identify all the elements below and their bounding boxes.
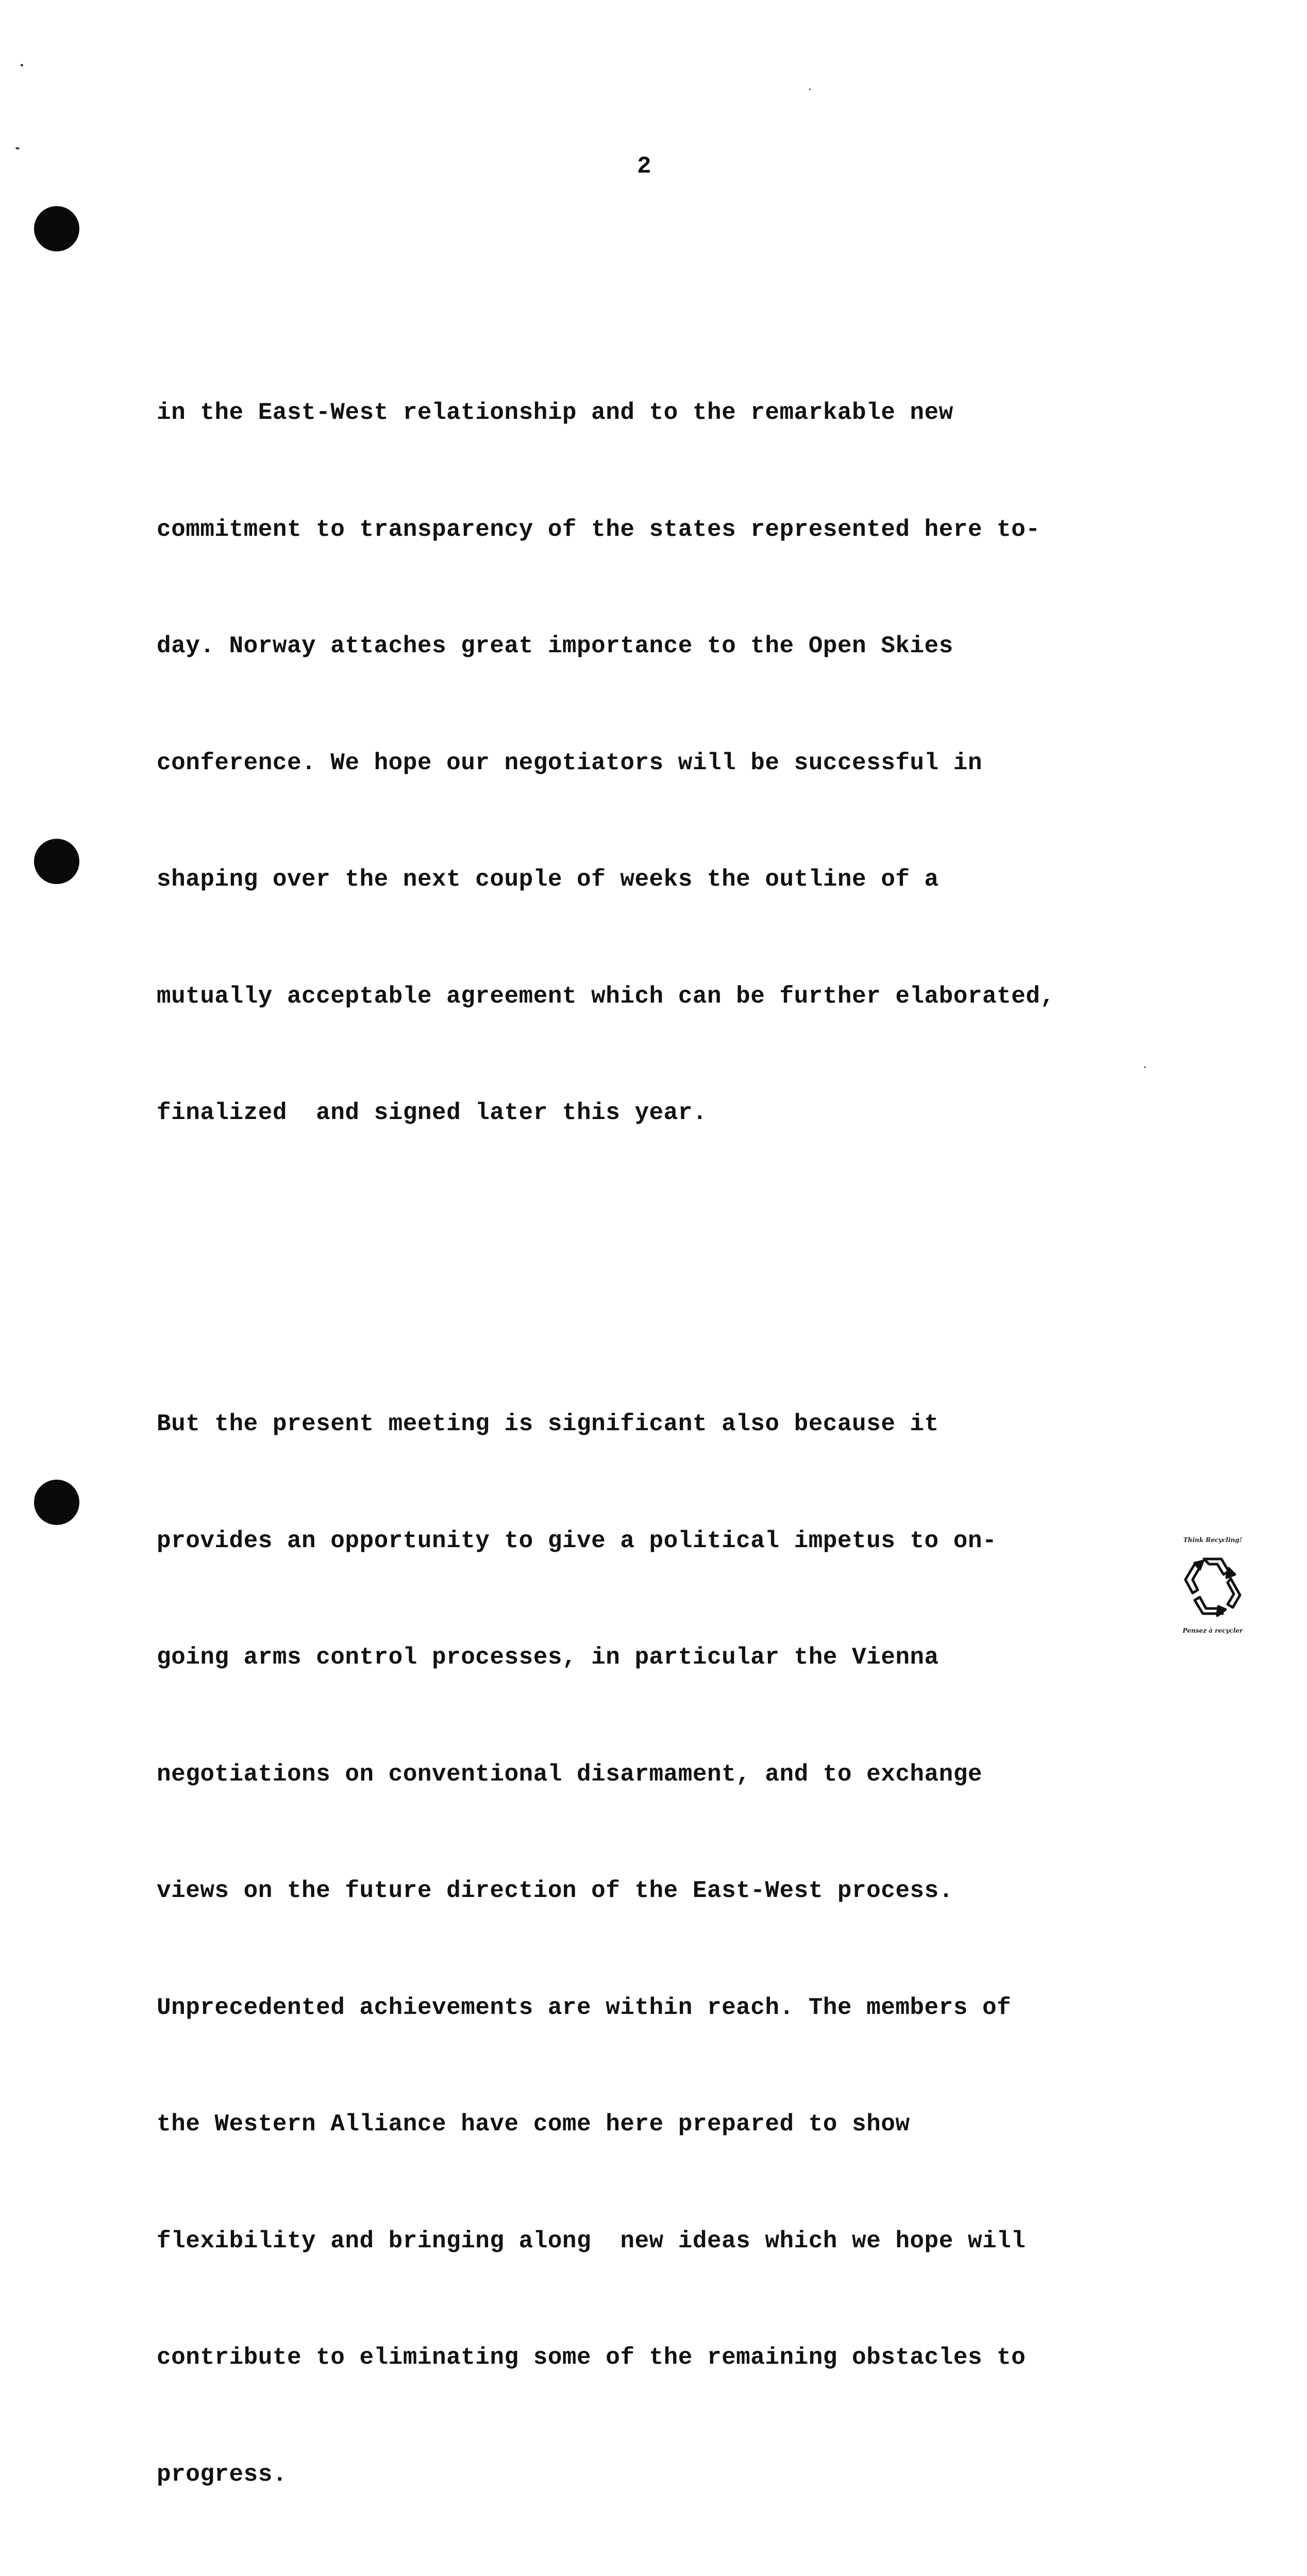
- text-line: day. Norway attaches great importance to the Open Skies: [157, 633, 953, 659]
- paragraph: [157, 1327, 1136, 2572]
- scan-speck: [809, 89, 811, 90]
- text-line: progress.: [157, 2461, 287, 2488]
- recycle-logo-top-text: Think Recycling!: [1183, 1536, 1243, 1544]
- text-line: mutually acceptable agreement which can be further elaborated,: [157, 982, 1055, 1010]
- text-line: finalized and signed later this year.: [157, 1099, 707, 1126]
- scan-speck: [1144, 1066, 1146, 1068]
- text-line: flexibility and bringing along new ideas which we hope will: [157, 2227, 1026, 2255]
- text-line: negotiations on conventional disarmament, and to exchange: [157, 1760, 982, 1788]
- recycle-logo-bottom-text: Pensez à recycler: [1182, 1627, 1243, 1634]
- text-line: going arms control processes, in particular the Vienna: [157, 1644, 939, 1671]
- punch-hole: [34, 206, 79, 251]
- text-line: contribute to eliminating some of the remaining obstacles to: [157, 2344, 1026, 2371]
- text-line: provides an opportunity to give a political impetus to on-: [157, 1527, 997, 1554]
- recycle-logo: [1169, 1536, 1256, 1634]
- punch-hole: [34, 839, 79, 884]
- text-line: But the present meeting is significant also because it: [157, 1411, 939, 1437]
- scan-speck: [15, 147, 20, 149]
- text-line: shaping over the next couple of weeks the outline of a: [157, 866, 939, 893]
- text-line: commitment to transparency of the states represented here to-: [157, 516, 1041, 543]
- page-number: 2: [637, 153, 651, 180]
- scan-speck: [21, 64, 23, 66]
- punch-hole: [34, 1480, 79, 1525]
- text-line: conference. We hope our negotiators will be successful in: [157, 749, 982, 776]
- text-line: views on the future direction of the East-West process.: [157, 1877, 953, 1904]
- text-line: in the East-West relationship and to the remarkable new: [157, 399, 953, 426]
- recycle-icon: [1179, 1548, 1246, 1625]
- text-line: Unprecedented achievements are within reach. The members of: [157, 1994, 1012, 2021]
- body-text: [157, 238, 1136, 2576]
- paragraph: [157, 316, 1136, 1211]
- text-line: the Western Alliance have come here prepared to show: [157, 2111, 910, 2138]
